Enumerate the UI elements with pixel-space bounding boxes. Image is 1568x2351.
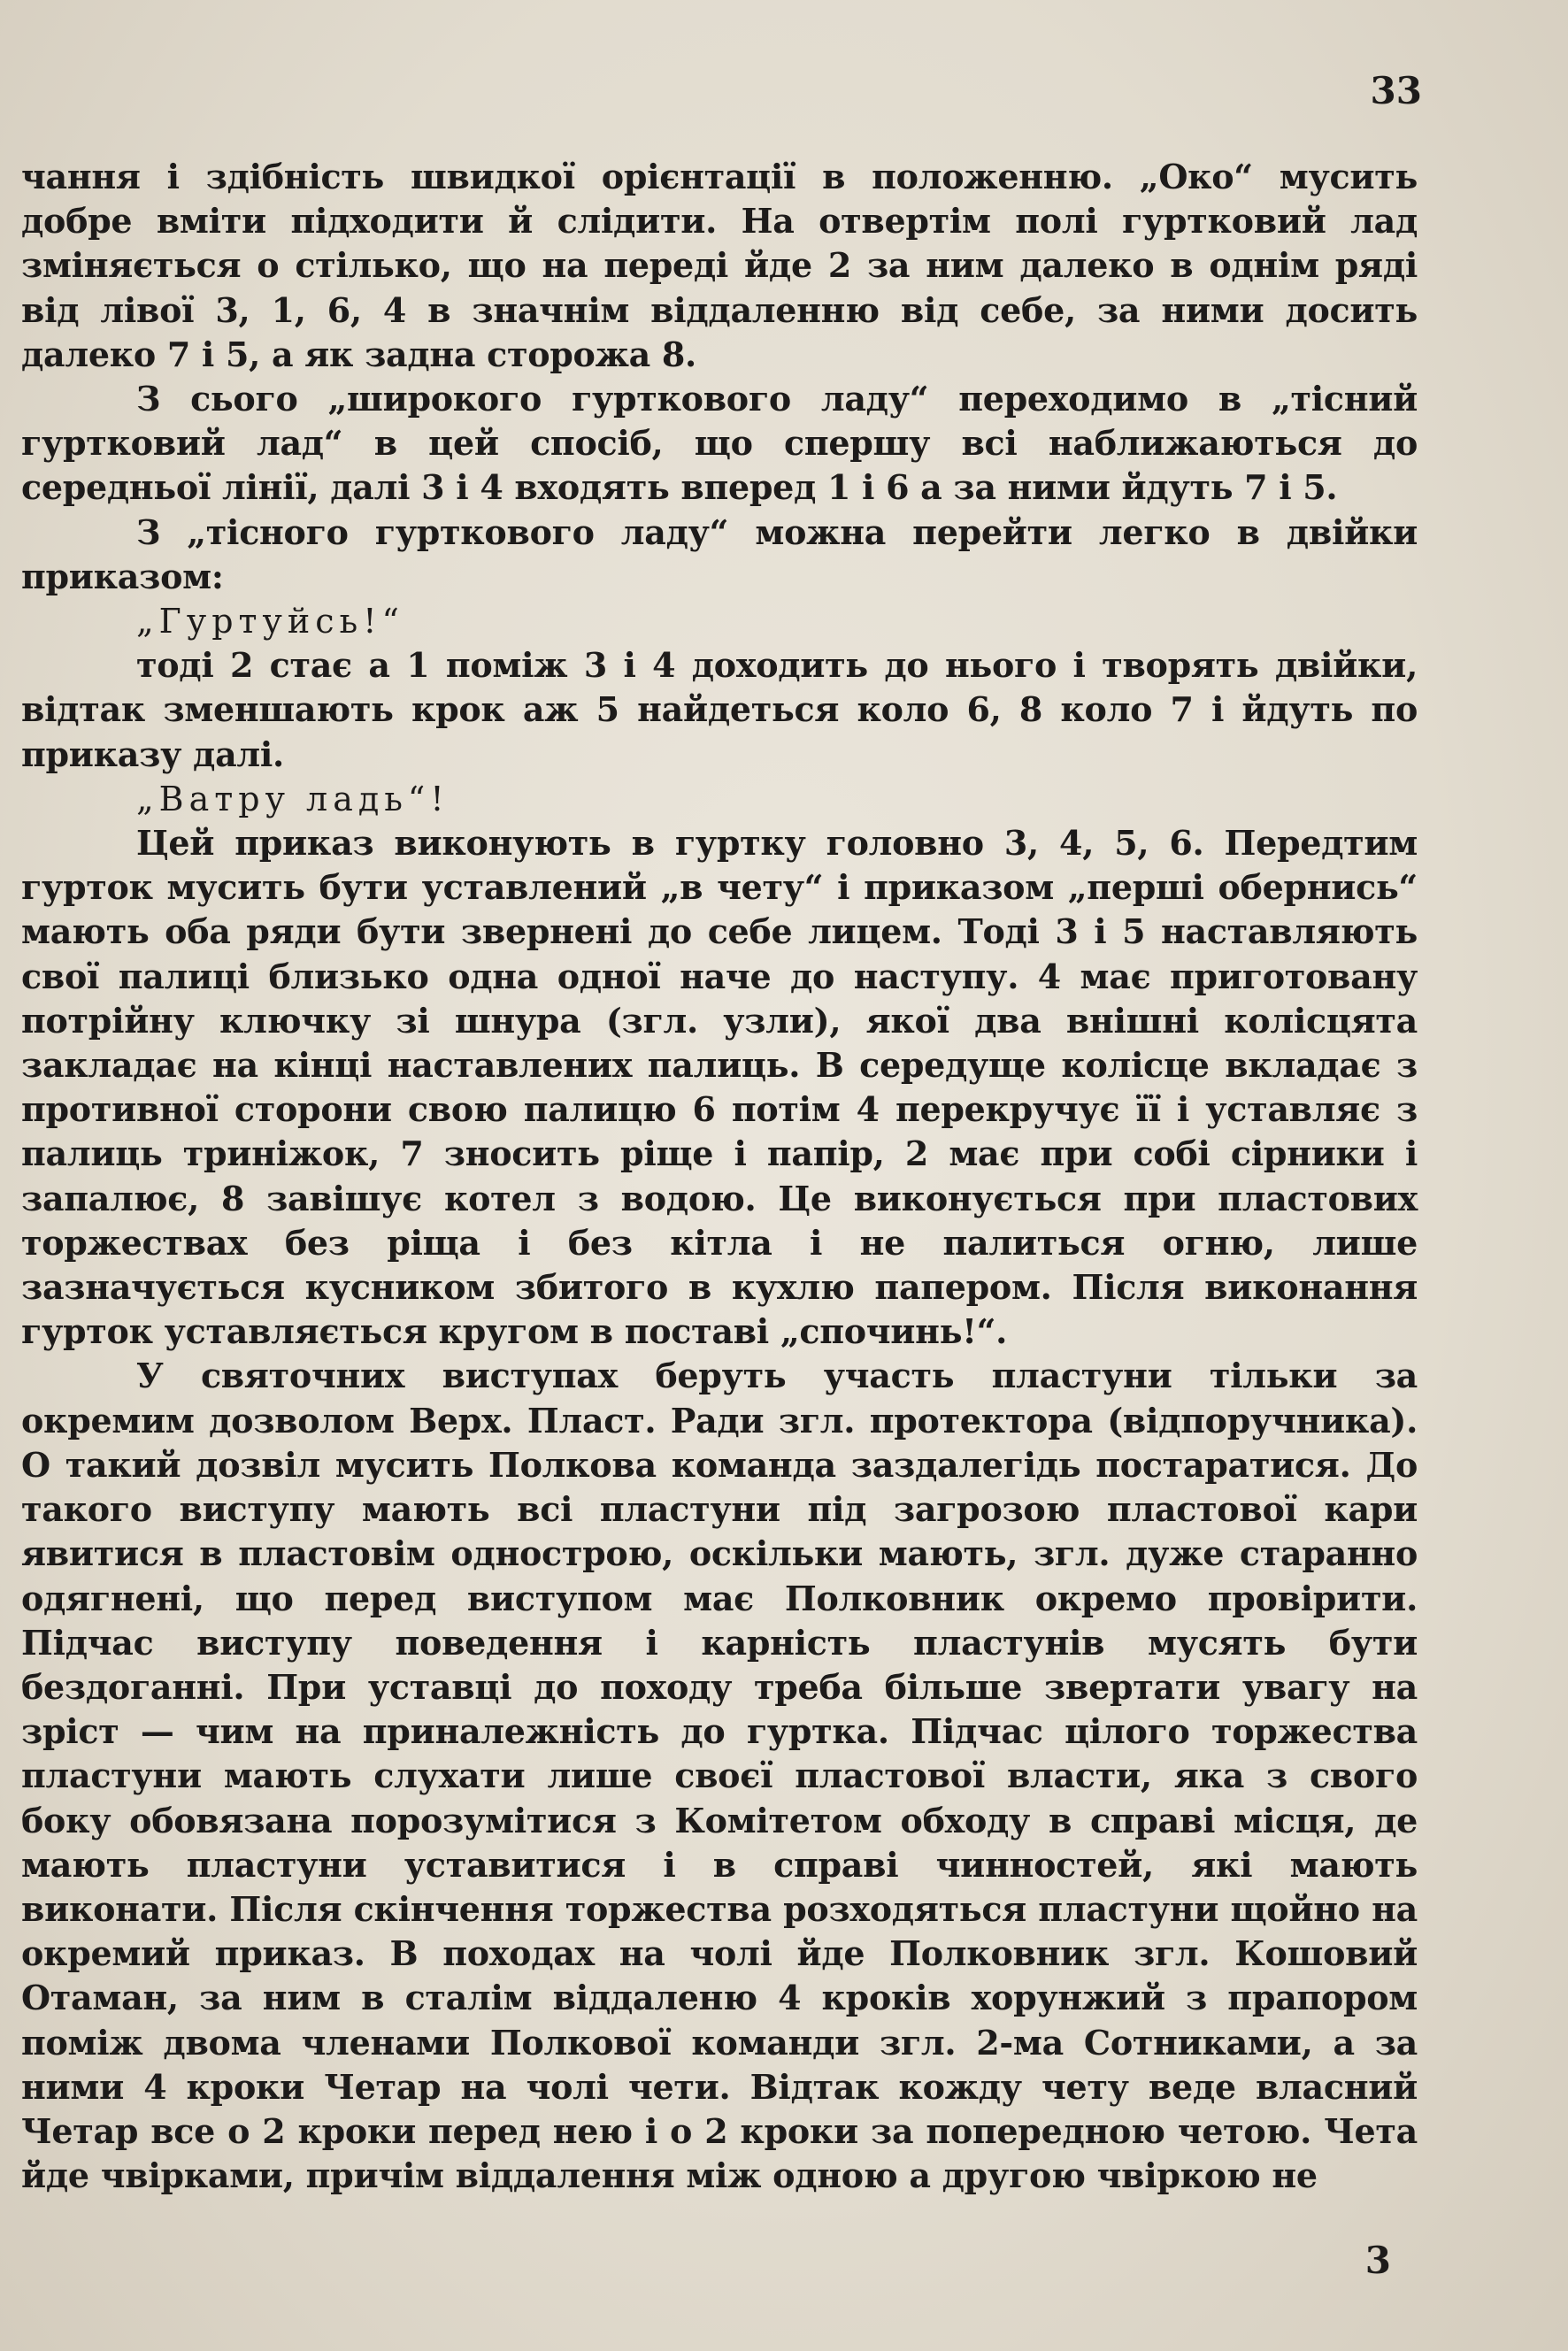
command-gurtuis: „Гуртуйсь!“ <box>136 602 404 642</box>
paragraph-wide-formation: З сього „широкого гурткового ладу“ переходимо в „тісний гуртковий лад“ в цей спосіб, що спершу всі наближаються до середньої лінії, далі 3 і 4 входять вперед 1 і 6 а за ними йдуть 7 і 5. <box>21 379 1418 508</box>
command-vatru-lad: „Ватру ладь“! <box>136 779 450 818</box>
body-text <box>21 155 1418 2198</box>
page-number: 33 <box>1370 69 1422 112</box>
paragraph-pairs-execution: тоді 2 стає а 1 поміж 3 і 4 доходить до нього і творять двійки, відтак зменшають крок аж 5 найдеться коло 6, 8 коло 7 і йдуть по приказу далі. <box>21 645 1418 774</box>
paragraph-campfire: Цей приказ виконують в гуртку головно 3, 4, 5, 6. Передтим гурток мусить бути уставлений „в чету“ і приказом „перші обернись“ мають оба ряди бути звернені до себе лицем. Тоді 3 і 5 наставляють свої палиці близько одна одної наче до наступу. 4 має приготовану потрійну ключку зі шнура (згл. узли), якої два внішні колісцята закладає на кінці наставлених палиць. В середуще колісце вкладає з противної сторони свою палицю 6 потім 4 перекручує її і уставляє з палиць триніжок, 7 зносить ріще і папір, 2 має при собі сірники і запалює, 8 завішує котел з водою. Це виконується при пластових торжествах без ріща і без кітла і не палиться огню, лише зазначується кусником збитого в кухлю папером. Після виконання гурток уставляється кругом в поставі „спочинь!“. <box>21 823 1418 1352</box>
paragraph-pairs: З „тісного гурткового ладу“ можна перейти легко в двійки приказом: <box>21 511 1418 596</box>
paragraph-ceremonies: У святочних виступах беруть участь пластуни тільки за окремим дозволом Верх. Пласт. Ради згл. протектора (відпоручника). О такий дозвіл мусить Полкова команда заздалегідь постаратися. До такого виступу мають всі пластуни під загрозою пластової кари явитися в пластовім однострою, оскільки мають, згл. дуже старанно одягнені, що перед виступом має Полковник окремо провірити. Підчас виступу поведення і карність пластунів мусять бути бездоганні. При уставці до походу треба більше звертати увагу на зріст — чим на приналежність до гуртка. Підчас цілого торжества пластуни мають слухати лише своєї пластової власти, яка з свого боку обовязана порозумітися з Комітетом обходу в справі місця, де мають пластуни уставитися і в справі чинностей, які мають виконати. Після скінчення торжества розходяться пластуни щойно на окремий приказ. В походах на чолі йде Полковник згл. Кошовий Отаман, за ним в сталім віддаленю 4 кроків хорунжий з прапором поміж двома членами Полкової команди згл. 2-ма Сотниками, а за ними 4 кроки Четар на чолі чети. Відтак кожду чету веде власний Четар все о 2 кроки перед нею і о 2 кроки за попередною четою. Чета йде чвірками, причім віддалення між одною а другою чвіркою не <box>21 1356 1418 2196</box>
signature-mark: 3 <box>1364 2239 1391 2282</box>
paragraph-continuation: чання і здібність швидкої орієнтації в положенню. „Око“ мусить добре вміти підходити й слідити. На отвертім полі гуртковий лад зміняється о стілько, що на переді йде 2 за ним далеко в однім ряді від лівої 3, 1, 6, 4 в значнім віддаленню від себе, за ними досить далеко 7 і 5, а як задна сторожа 8. <box>21 157 1418 374</box>
